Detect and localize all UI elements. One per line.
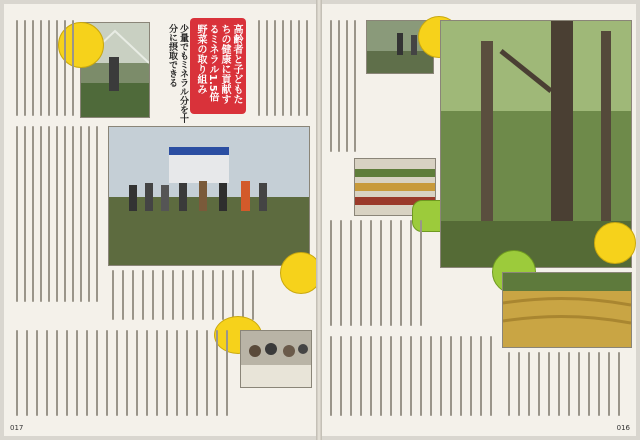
right-page xyxy=(322,4,636,436)
field-landscape-photo xyxy=(502,272,632,348)
right-middle-text-block xyxy=(326,220,434,330)
left-top-text-block xyxy=(12,20,78,120)
left-page xyxy=(4,4,316,436)
tasting-table-image xyxy=(241,331,311,387)
field-group-image xyxy=(109,127,309,265)
right-bottom-right-text-block xyxy=(504,352,630,420)
left-page-number: 017 xyxy=(10,424,24,432)
headline-box xyxy=(190,18,246,114)
photo-caption-bubble-forest xyxy=(594,222,636,264)
left-bottom-text-block xyxy=(12,330,236,420)
headline: 高齢者と子どもたちの健康に貢献するミネラル1.5倍野菜の取り組み xyxy=(195,24,242,104)
right-page-number: 016 xyxy=(616,424,630,432)
subhead: 少量でもミネラル分を十分に摂取できる xyxy=(167,24,188,123)
left-middle-text-block xyxy=(12,126,104,306)
right-top-text-block xyxy=(254,20,312,120)
field-group-photo xyxy=(108,126,310,266)
right-top-text-column xyxy=(326,20,364,156)
right-bottom-text-block xyxy=(326,336,500,420)
field-landscape-image xyxy=(503,273,631,347)
tasting-table-photo xyxy=(240,330,312,388)
